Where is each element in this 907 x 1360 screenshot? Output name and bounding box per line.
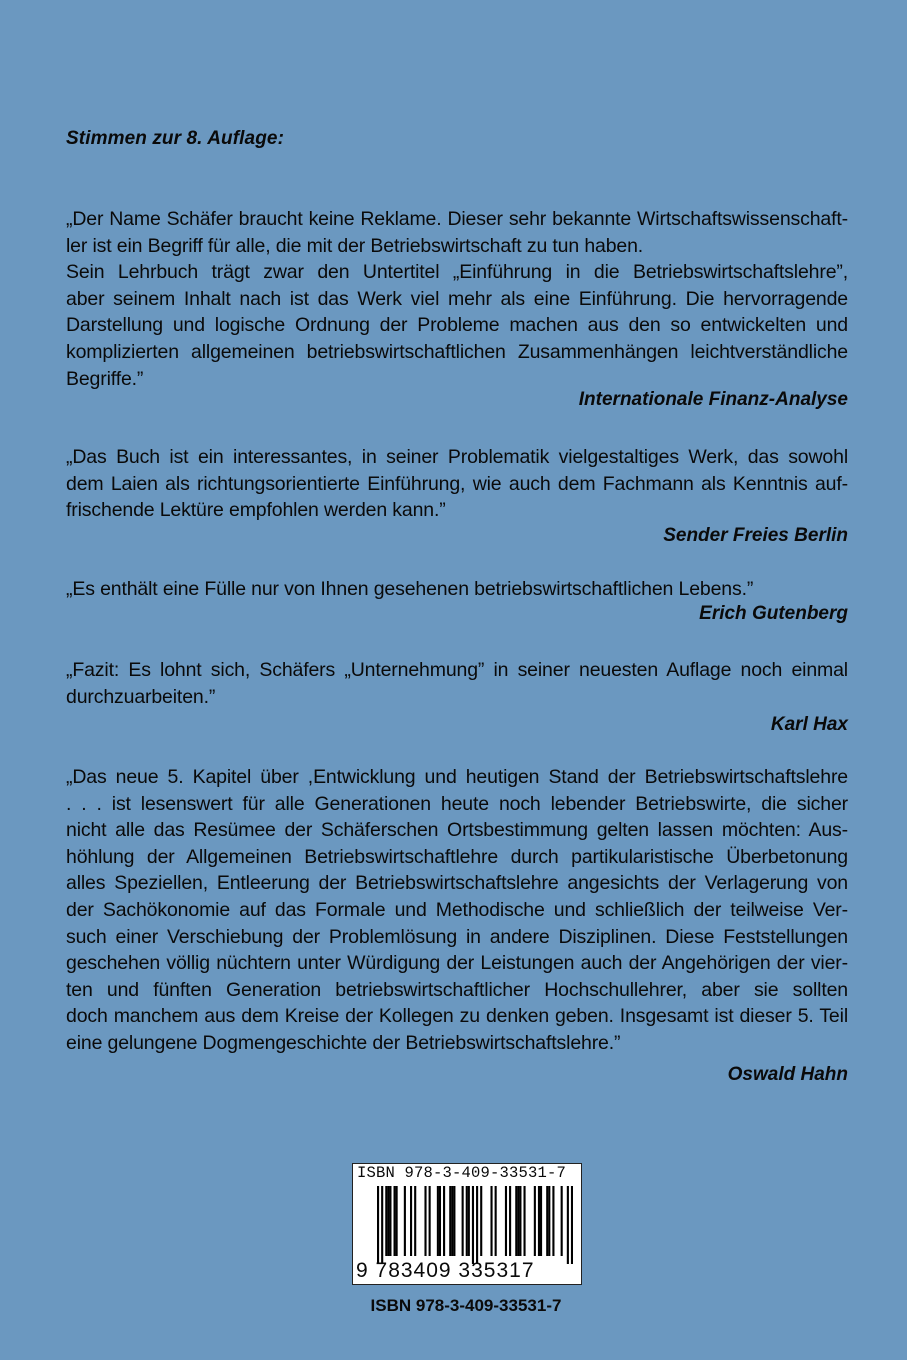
quote-line: aber seinem Inhalt nach ist das Werk viel mehr als eine Einführung. Die hervorragende (66, 287, 848, 310)
quote-line: eine gelungene Dogmengeschichte der Betriebswirtschaftslehre.” (66, 1031, 621, 1054)
barcode-bar (410, 1186, 412, 1256)
barcode-bar (443, 1186, 445, 1256)
barcode-bar (468, 1186, 470, 1256)
review-block-2 (66, 444, 848, 549)
barcode-bar (505, 1186, 507, 1256)
quote-line: doch manchem aus dem Kreise der Kollegen zu denken geben. Insgesamt ist dieser 5. Teil (66, 1005, 848, 1028)
quote-line: „Es enthält eine Fülle nur von Ihnen gesehenen betriebswirtschaftlichen Lebens.” (66, 578, 754, 600)
barcode-bar (571, 1186, 573, 1264)
review-quote (66, 206, 848, 392)
barcode-bar (546, 1186, 548, 1256)
quote-line: frischende Lektüre empfohlen werden kann.” (66, 499, 446, 522)
quote-line: Darstellung und logische Ordnung der Probleme machen aus den so entwickelten und (66, 314, 848, 337)
barcode-bar (462, 1186, 464, 1256)
barcode-bar (548, 1186, 550, 1256)
isbn-barcode (352, 1163, 582, 1285)
barcode-bar (429, 1186, 431, 1256)
barcode-bar (389, 1186, 391, 1256)
quote-line: komplizierten allgemeinen betriebswirtschaftlichen Zusammenhängen leichtverständliche (66, 340, 848, 363)
barcode-bar (538, 1186, 540, 1256)
barcode-bar (540, 1186, 542, 1256)
barcode-digits: 9 783409 335317 (356, 1259, 535, 1282)
quote-line: such einer Verschiebung der Problemlösung in andere Disziplinen. Diese Feststellungen (66, 925, 848, 948)
quote-line: nicht alle das Resümee der Schäferschen Ortsbestimmung gelten lassen möchten: Aus- (66, 819, 848, 842)
barcode-bar (414, 1186, 416, 1256)
barcode-bar (561, 1186, 563, 1256)
quote-line: ler ist ein Begriff für alle, die mit der Betriebswirtschaft zu tun haben. (66, 234, 644, 257)
barcode-bar (515, 1186, 517, 1256)
quote-line: Begriffe.” (66, 367, 144, 390)
quote-line: alles Speziellen, Entleerung der Betriebswirtschaftslehre angesichts der Verlagerung von (66, 872, 848, 895)
review-block-3 (66, 576, 848, 627)
quote-line: . . . ist lesenswert für alle Generationen heute noch lebender Betriebswirte, die sicher (66, 792, 848, 815)
quote-line: „Der Name Schäfer braucht keine Reklame. Dieser sehr bekannte Wirtschaftswissenschaft- (66, 208, 848, 230)
review-block-4 (66, 657, 848, 738)
quote-line: durchzuarbeiten.” (66, 685, 216, 708)
barcode-bar (519, 1186, 521, 1256)
review-quote (66, 576, 848, 603)
review-source: Sender Freies Berlin (663, 524, 848, 546)
quote-line: „Fazit: Es lohnt sich, Schäfers „Unternehmung” in seiner neuesten Auflage noch einmal (66, 659, 848, 681)
barcode-bar (480, 1186, 482, 1256)
barcode-bar (424, 1186, 426, 1256)
review-source: Internationale Finanz-Analyse (578, 389, 848, 411)
quote-line: der Sachökonomie auf das Formale und Methodische und schließlich der teilweise Ver- (66, 898, 848, 921)
review-source: Erich Gutenberg (699, 602, 848, 624)
barcode-bar (385, 1186, 387, 1256)
barcode-bar (437, 1186, 439, 1256)
barcode-bar (396, 1186, 398, 1256)
barcode-bar (439, 1186, 441, 1256)
barcode-bar (451, 1186, 453, 1256)
isbn-label: ISBN 978-3-409-33531-7 (370, 1296, 562, 1315)
review-quote (66, 764, 848, 1057)
quote-line: dem Laien als richtungsorientierte Einführung, wie auch dem Fachmann als Kenntnis auf- (66, 472, 848, 495)
quote-line: „Das neue 5. Kapitel über ,Entwicklung und heutigen Stand der Betriebswirtschaftslehre (66, 766, 848, 788)
barcode-bar (449, 1186, 451, 1256)
review-block-1 (66, 206, 848, 413)
quote-line: „Das Buch ist ein interessantes, in seiner Problematik vielgestaltiges Werk, das sowohl (66, 446, 848, 468)
barcode-isbn-text: ISBN 978-3-409-33531-7 (357, 1164, 567, 1182)
barcode-bar (387, 1186, 389, 1256)
quote-line: ten und fünften Generation betriebswirtschaftlicher Hochschullehrer, aber sie sollten (66, 978, 848, 1001)
barcode-bar (453, 1186, 455, 1256)
barcode-bar (495, 1186, 497, 1256)
barcode-bar (476, 1186, 478, 1264)
review-source: Karl Hax (770, 714, 848, 736)
barcode-bar (466, 1186, 468, 1256)
barcode-bar (377, 1186, 379, 1264)
barcode-bar (567, 1186, 569, 1264)
review-quote (66, 657, 848, 710)
review-block-5 (66, 764, 848, 1088)
quote-line: geschehen völlig nüchtern unter Würdigung der Leistungen auch der Angehörigen der vier- (66, 952, 848, 975)
page-heading: Stimmen zur 8. Auflage: (66, 128, 285, 149)
barcode-bar (490, 1186, 492, 1256)
review-source: Oswald Hahn (727, 1063, 848, 1085)
barcode-bar (381, 1186, 383, 1264)
quote-line: höhlung der Allgemeinen Betriebswirtschaftlehre durch partikularistische Überbetonung (66, 845, 848, 868)
barcode-bar (534, 1186, 536, 1256)
quote-line: Sein Lehrbuch trägt zwar den Untertitel „Einführung in die Betriebswirtschaftslehre”, (66, 261, 848, 284)
barcode-bar (552, 1186, 554, 1256)
barcode-bar (394, 1186, 396, 1256)
barcode-bar (472, 1186, 474, 1264)
barcode-bar (509, 1186, 511, 1256)
review-quote (66, 444, 848, 524)
barcode-bar (523, 1186, 525, 1256)
barcode-bars (377, 1186, 573, 1264)
barcode-bar (517, 1186, 519, 1256)
barcode-bar (404, 1186, 406, 1256)
